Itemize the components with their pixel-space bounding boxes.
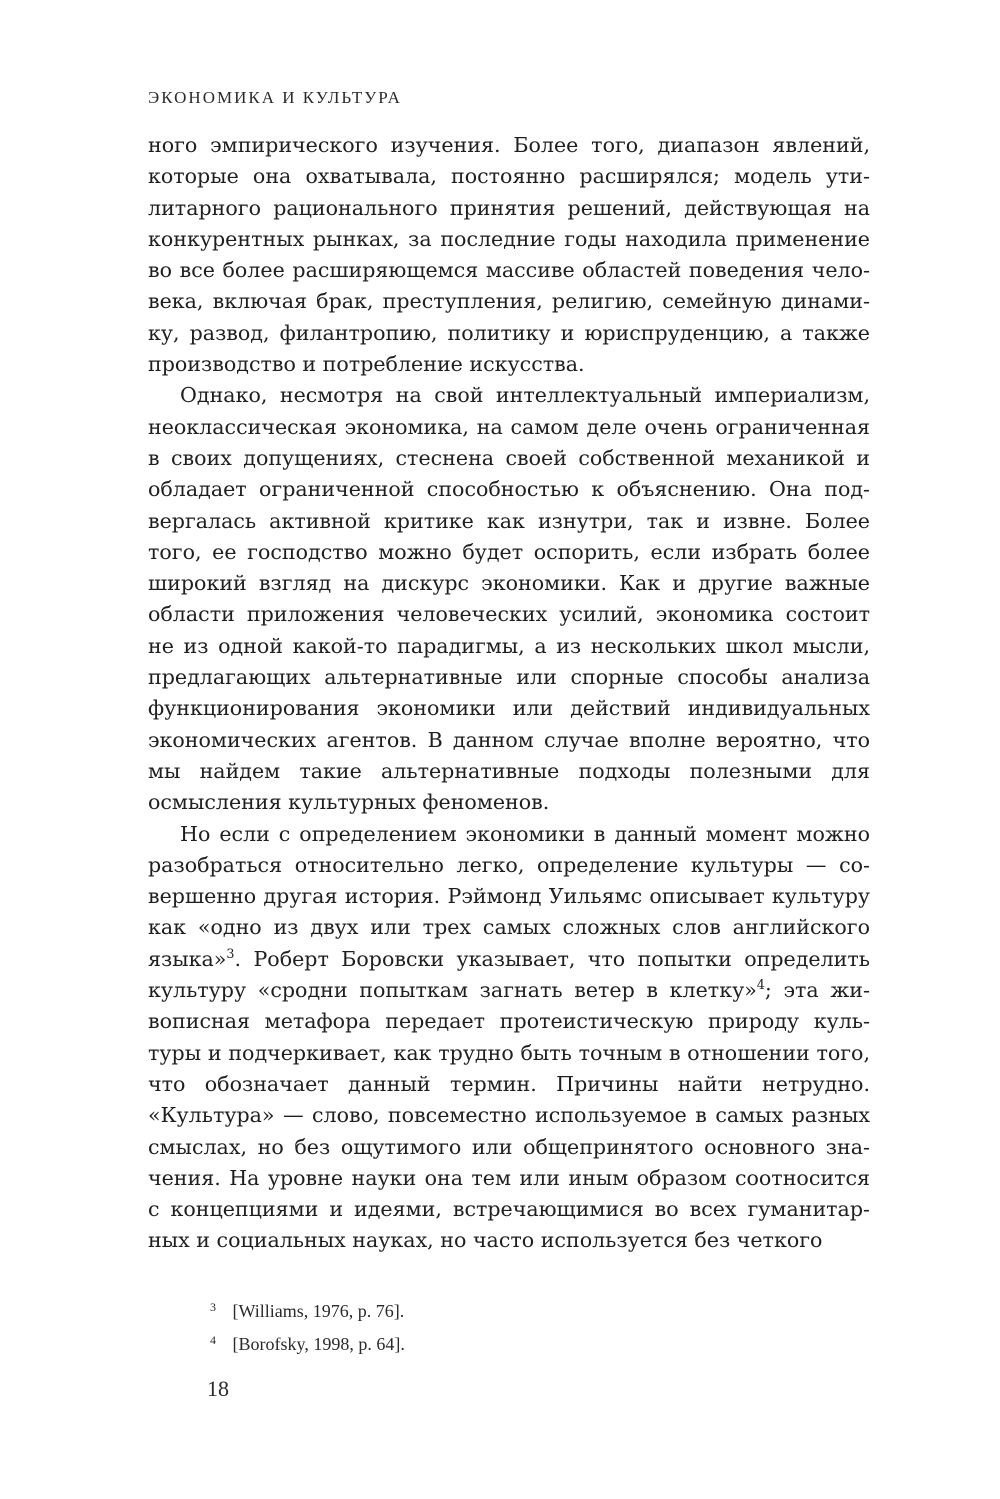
footnote-4 <box>210 1326 405 1359</box>
footnote-mark: 3 <box>210 1300 216 1314</box>
paragraph-3-part-3: ; эта живописная метафора передает протеистическую природу культуры и подчеркивает, как трудно быть точным в отношении того, что обозначает данный термин. Причины найти нетрудно. «Культура» — слово, повсеместно используемое в самых разных смыслах, но без ощутимого или общепринятого основного значения. На уровне науки она тем или иным образом соотносится с концепциями и идеями, встречающимися во всех гуманитарных и социальных науках, но часто используется без четкого <box>148 978 870 1253</box>
footnote-ref-4[interactable]: 4 <box>756 978 765 994</box>
footnote-mark: 4 <box>210 1333 216 1347</box>
page-number: 18 <box>207 1376 229 1401</box>
main-text <box>148 130 870 1257</box>
paragraph-3 <box>148 819 870 1257</box>
running-head: ЭКОНОМИКА И КУЛЬТУРА <box>148 88 402 107</box>
paragraph-3-part-1: Но если с определением экономики в данный момент можно разобраться относительно легко, определение культуры — совершенно другая история. Рэймонд Уильямс описывает культуру как «одно из двух или трех самых сложных слов английского языка» <box>148 821 870 971</box>
footnote-ref-3[interactable]: 3 <box>226 946 235 962</box>
paragraph-2: Однако, несмотря на свой интеллектуальный империализм, неоклассическая экономика, на самом деле очень ограниченная в своих допущениях, стеснена своей собственной механикой и обладает ограниченной способностью к объяснению. Она подвергалась активной критике как изнутри, так и извне. Более того, ее господство можно будет оспорить, если избрать более широкий взгляд на дискурс экономики. Как и другие важные области приложения человеческих усилий, экономика состоит не из одной какой-то парадигмы, а из нескольких школ мысли, предлагающих альтернативные или спорные способы анализа функционирования экономики или действий индивидуальных экономических агентов. В данном случае вполне вероятно, что мы найдем такие альтернативные подходы полезными для осмысления культурных феноменов. <box>148 383 870 815</box>
paragraph-3-part-2: . Роберт Боровски указывает, что попытки определить культуру «сродни попыткам загнать ветер в клетку» <box>148 946 870 1003</box>
footnote-text: [Williams, 1976, p. 76]. <box>232 1301 405 1321</box>
footnote-3 <box>210 1293 405 1326</box>
paragraph-1: ного эмпирического изучения. Более того, диапазон явлений, которые она охватывала, постоянно расширялся; модель утилитарного рационального принятия решений, действующая на конкурентных рынках, за последние годы находила применение во все более расширяющемся массиве областей поведения человека, включая брак, преступления, религию, семейную динамику, развод, филантропию, политику и юриспруденцию, а также производство и потребление искусства. <box>148 133 870 377</box>
footnotes <box>210 1293 405 1359</box>
footnote-text: [Borofsky, 1998, p. 64]. <box>232 1334 405 1354</box>
